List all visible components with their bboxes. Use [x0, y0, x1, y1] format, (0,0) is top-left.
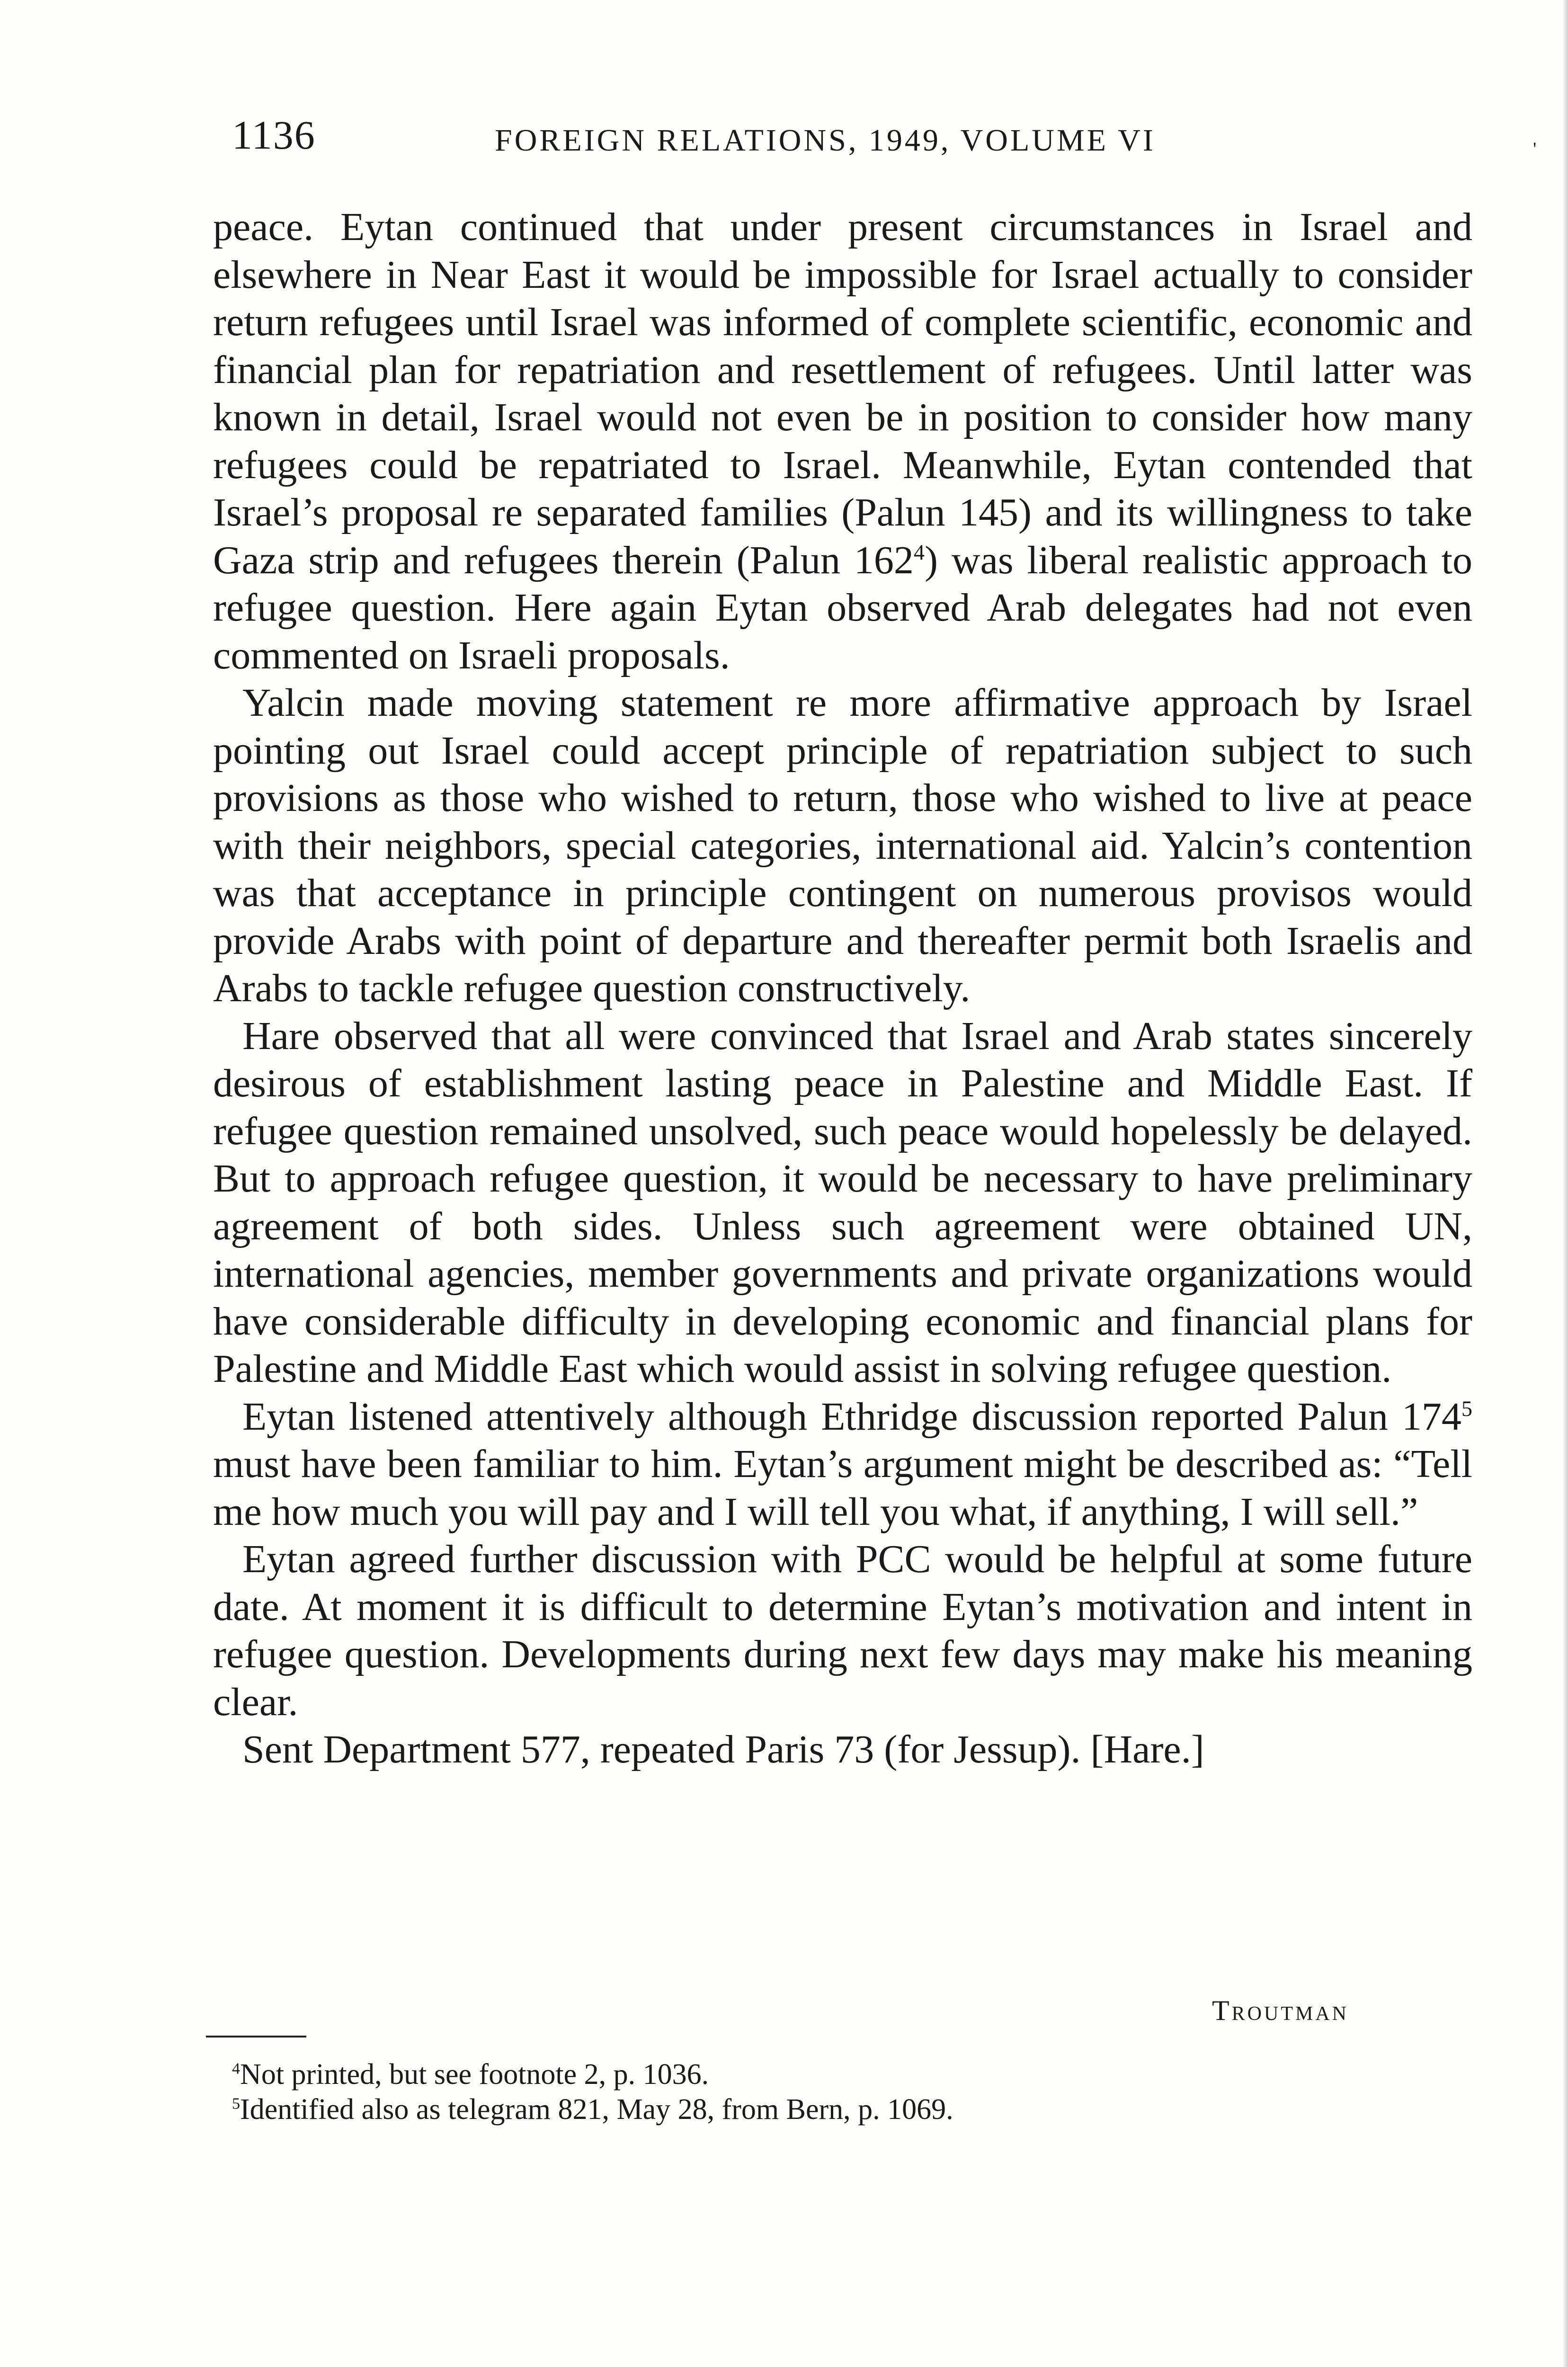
running-head: FOREIGN RELATIONS, 1949, VOLUME VI [495, 123, 1156, 158]
paragraph-4: Eytan listened attentively although Ethridge discussion reported Palun $174^5$ must have been familiar to him. Eytan’s argument might be described as: “Tell me how much you will pay and I will tell you what, if anything, I will sell.” [213, 1394, 1472, 1534]
paragraph-1: peace. Eytan continued that under present circumstances in Israel and elsewhere in Near East it would be impossible for Israel actually to consider return refugees until Israel was informed of complete scientific, economic and financial plan for repatriation and resettlement of refugees. Until latter was known in detail, Israel would not even be in position to consider how many refugees could be repatriated to Israel. Meanwhile, Eytan contended that Israel’s proposal re separated families (Palun 145) and its willingness to take Gaza strip and refugees therein (Palun $162^4$) was liberal realistic approach to refugee question. Here again Eytan observed Arab delegates had not even commented on Israeli proposals. [213, 205, 1472, 677]
paragraph-5: Eytan agreed further discussion with PCC would be helpful at some future date. At moment it is difficult to determine Eytan’s motivation and intent in refugee question. Developments during next few days may make his meaning clear. [213, 1537, 1472, 1724]
page-header [232, 111, 1274, 163]
footnote-divider [206, 2036, 306, 2038]
footnote-ref-4: 4 [913, 540, 925, 564]
footnote-4: $^4$Not printed, but see footnote 2, p. 1036. [232, 2058, 709, 2091]
scan-edge [1563, 0, 1568, 2367]
footnote-5: $^5$Identified also as telegram 821, May 28, from Bern, p. 1069. [232, 2093, 953, 2126]
signature: Troutman [1212, 1995, 1349, 2026]
page-number: 1136 [232, 112, 316, 158]
margin-mark: ' [1533, 138, 1537, 160]
footnote-ref-5: 5 [1461, 1396, 1472, 1421]
paragraph-3: Hare observed that all were convinced that Israel and Arab states sincerely desirous of establishment lasting peace in Palestine and Middle East. If refugee question remained unsolved, such peace would hopelessly be delayed. But to approach refugee question, it would be necessary to have preliminary agreement of both sides. Unless such agreement were obtained UN, international agencies, member governments and private organizations would have considerable difficulty in developing economic and financial plans for Palestine and Middle East which would assist in solving refugee question. [213, 1014, 1472, 1391]
paragraph-6: Sent Department 577, repeated Paris 73 (for Jessup). [Hare.] [242, 1727, 1204, 1771]
paragraph-2: Yalcin made moving statement re more affirmative approach by Israel pointing out Israel could accept principle of repatriation subject to such provisions as those who wished to return, those who wished to live at peace with their neighbors, special categories, international aid. Yalcin’s contention was that acceptance in principle contingent on numerous provisos would provide Arabs with point of departure and thereafter permit both Israelis and Arabs to tackle refugee question constructively. [213, 681, 1472, 1010]
footnotes [232, 2057, 1368, 2127]
body-text [213, 204, 1472, 1774]
